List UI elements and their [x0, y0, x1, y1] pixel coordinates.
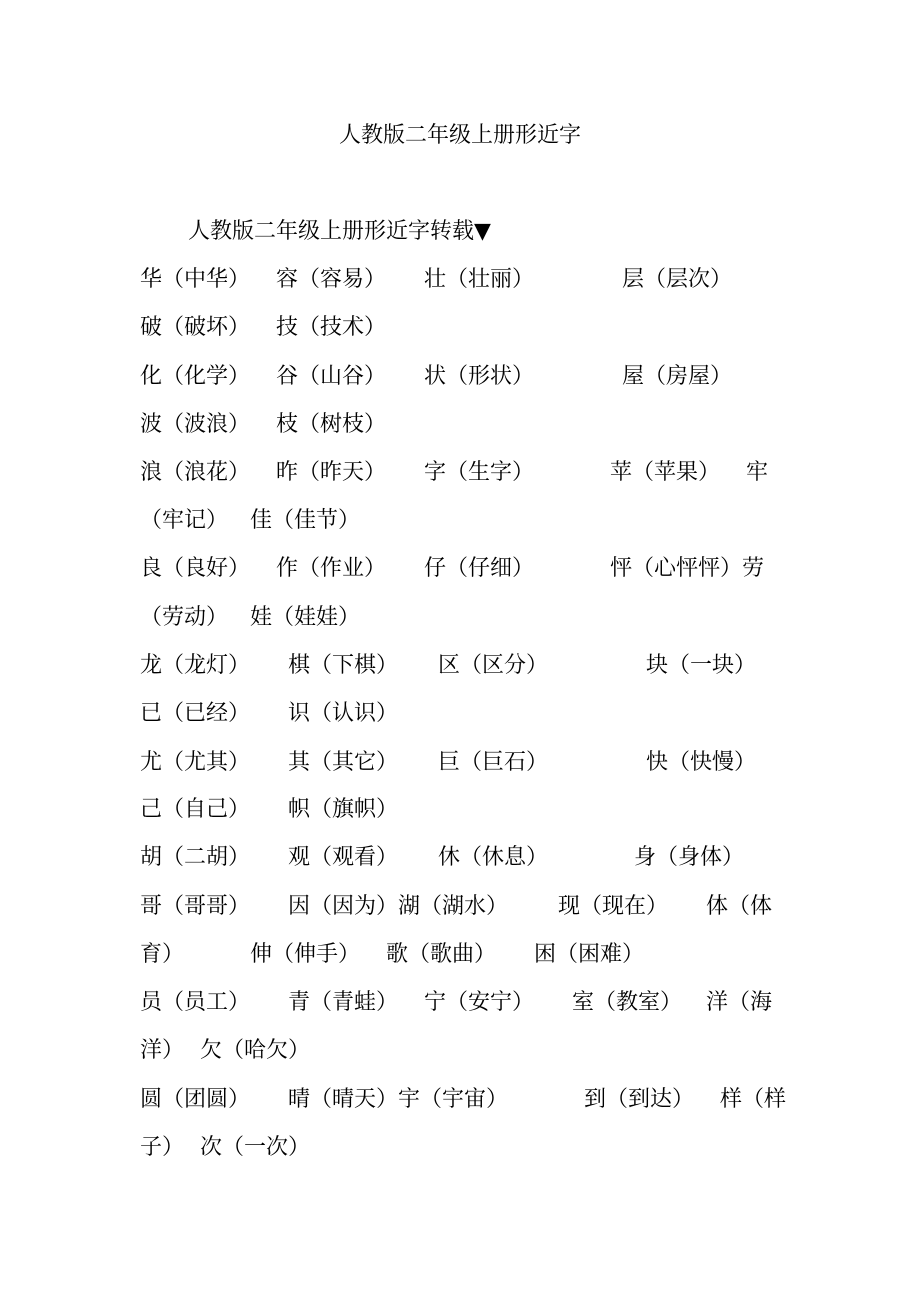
word-entry: 次（一次） [200, 1135, 311, 1160]
word-entry: 屋（房屋） [622, 364, 733, 389]
word-entry: 员（员工） [140, 990, 251, 1015]
word-entry: 容（容易） [276, 267, 387, 292]
word-entry: 枝（树枝） [276, 412, 387, 437]
page-title: 人教版二年级上册形近字 [338, 123, 581, 148]
word-entry: 身（身体） [634, 845, 745, 870]
word-entry: 休（休息） [438, 845, 549, 870]
word-entry: 欠（哈欠） [200, 1038, 311, 1063]
word-entry: 昨（昨天） [276, 460, 387, 485]
word-entry: 层（层次） [622, 267, 733, 292]
word-entry: 体（体 [706, 894, 773, 919]
word-entry: 华（中华） [140, 267, 251, 292]
word-entry: 困（困难） [534, 942, 645, 967]
word-entry: 仔（仔细） [424, 556, 535, 581]
word-entry: 室（教室） [572, 990, 683, 1015]
word-entry: 良（良好） [140, 556, 251, 581]
article-subtitle: 人教版二年级上册形近字转载▼ [188, 219, 491, 244]
word-entry: 浪（浪花） [140, 460, 251, 485]
word-entry: 已（已经） [140, 701, 251, 726]
word-entry: （牢记） [140, 508, 229, 533]
word-entry: 龙（龙灯） [140, 653, 251, 678]
word-entry: 壮（壮丽） [424, 267, 535, 292]
word-entry: 作（作业） [276, 556, 387, 581]
word-entry: 己（自己） [140, 797, 251, 822]
word-entry: 谷（山谷） [276, 364, 387, 389]
word-entry: 娃（娃娃） [250, 605, 361, 630]
word-entry: 苹（苹果） [610, 460, 721, 485]
word-entry: 快（快慢） [646, 750, 757, 775]
word-entry: 宁（安宁） [424, 990, 535, 1015]
word-entry: 洋） [140, 1038, 185, 1063]
word-entry: 伸（伸手） [250, 942, 361, 967]
word-entry: 胡（二胡） [140, 845, 251, 870]
word-entry: 子） [140, 1135, 185, 1160]
word-entry: 化（化学） [140, 364, 251, 389]
word-entry: 破（破坏） [140, 315, 251, 340]
word-entry: 字（生字） [424, 460, 535, 485]
word-entry: 状（形状） [424, 364, 535, 389]
word-entry: （劳动） [140, 605, 229, 630]
word-entry: 因（因为）湖（湖水） [288, 894, 509, 919]
word-entry: 哥（哥哥） [140, 894, 251, 919]
word-entry: 青（青蛙） [288, 990, 399, 1015]
word-entry: 观（观看） [288, 845, 399, 870]
word-entry: 到（到达） [584, 1087, 695, 1112]
word-entry: 其（其它） [288, 750, 399, 775]
word-entry: 识（认识） [288, 701, 399, 726]
word-entry: 洋（海 [706, 990, 773, 1015]
word-entry: 棋（下棋） [288, 653, 399, 678]
word-entry: 帜（旗帜） [288, 797, 399, 822]
word-entry: 区（区分） [438, 653, 549, 678]
word-entry: 圆（团圆） [140, 1087, 251, 1112]
word-entry: 尤（尤其） [140, 750, 251, 775]
word-entry: 晴（晴天）宇（宇宙） [288, 1087, 509, 1112]
word-entry: 样（样 [720, 1087, 787, 1112]
word-entry: 怦（心怦怦）劳 [610, 556, 765, 581]
word-entry: 佳（佳节） [250, 508, 361, 533]
word-entry: 育） [140, 942, 185, 967]
word-entry: 块（一块） [646, 653, 757, 678]
word-entry: 技（技术） [276, 315, 387, 340]
word-entry: 现（现在） [558, 894, 669, 919]
word-entry: 歌（歌曲） [386, 942, 497, 967]
word-entry: 牢 [746, 460, 769, 485]
word-entry: 巨（巨石） [438, 750, 549, 775]
word-entry: 波（波浪） [140, 412, 251, 437]
